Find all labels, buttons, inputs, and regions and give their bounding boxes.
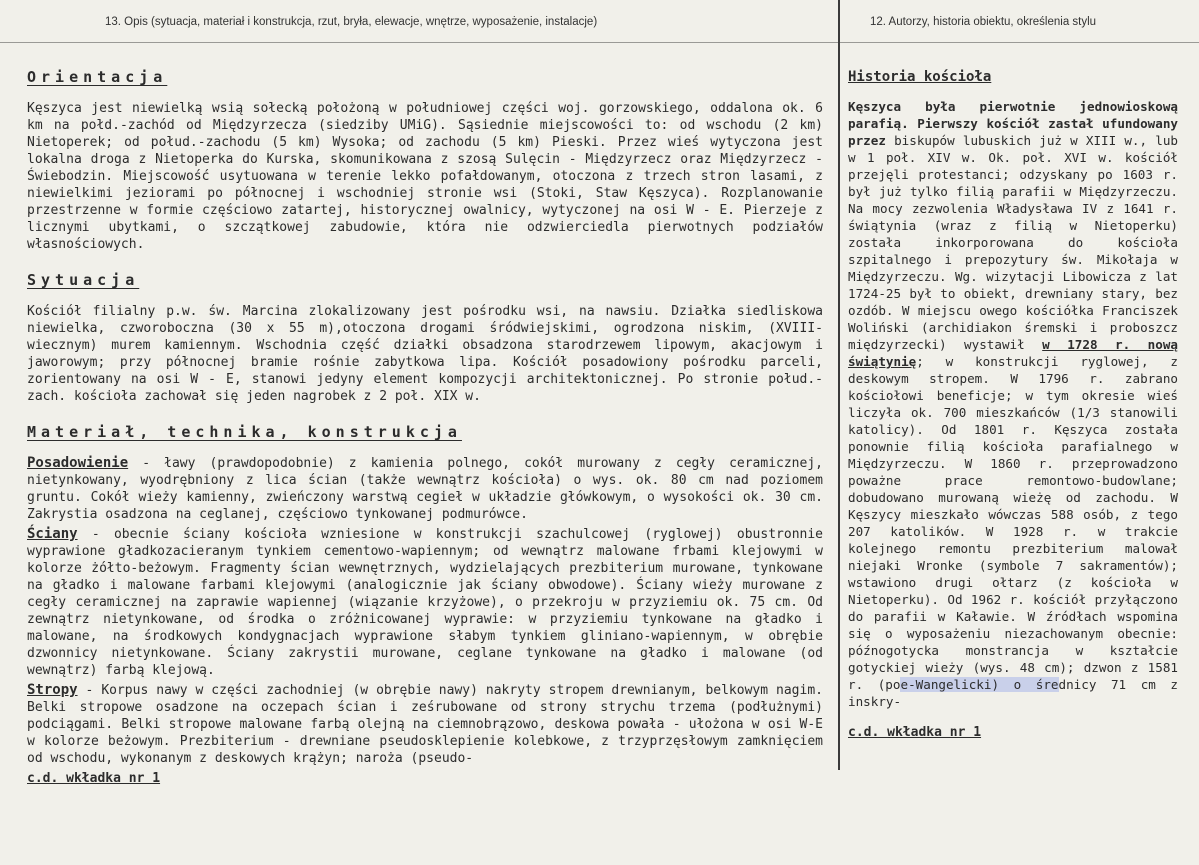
posadowienie-label: Posadowienie xyxy=(27,455,129,471)
left-column-header: 13. Opis (sytuacja, materiał i konstrukcja, rzut, bryła, elewacje, wnętrze, wyposażenie, instalacje) xyxy=(105,16,598,28)
posadowienie-paragraph xyxy=(27,455,823,523)
right-column-header: 12. Autorzy, historia obiektu, określenia stylu xyxy=(870,16,1097,28)
history-column xyxy=(848,68,1178,741)
column-divider xyxy=(838,0,840,770)
right-continuation-note: c.d. wkładka nr 1 xyxy=(848,725,982,740)
history-lead: Kęszyca była pierwotnie jednowioskową parafią. Pierwszy kościół zastał ufundowany przez xyxy=(848,99,1178,148)
orientacja-paragraph: Kęszyca jest niewielką wsią sołecką położoną w południowej części woj. gorzowskiego, oddalona ok. 6 km na połd.-zachód od Międzyrzecza (siedziby UMiG). Sąsiednie miejscowości to: od wschodu (2 km) Nietoperek; od połud.-zachodu (5 km) Wysoka; od zachodu (5 km) Pieski. Przez wieś wytyczona jest lokalna droga z Nietoperka do Kurska, skomunikowana z szosą Sulęcin - Międzyrzecz oraz Międzyrzecz - Świebodzin. Miejscowość usytuowana w terenie lekko pofałdowanym, otoczona z trzech stron lasami, z niewielkimi jeziorami po północnej i wschodniej stronie wsi (Stoki, Staw Kęszyca). Rozplanowanie przestrzenne w formie częściowo zatartej, historycznej owalnicy, wytyczonej na osi W - E. Pierzeje z licznymi ubytkami, o szczątkowej zabudowie, która nie odzwierciedla pierwotnych podziałów własnościowych. xyxy=(27,101,823,252)
section-title-material: Materiał, technika, konstrukcja xyxy=(27,423,462,441)
section-title-orientacja: Orientacja xyxy=(27,68,168,86)
left-continuation-note: c.d. wkładka nr 1 xyxy=(27,771,161,786)
stropy-paragraph xyxy=(27,682,823,767)
history-bold-date: w 1728 r. nową świątynię xyxy=(848,337,1178,369)
sciany-text: - obecnie ściany kościoła wzniesione w konstrukcji szachulcowej (ryglowej) obustronnie wyprawione gładkozacieranym tynkiem cementowo-wapiennym; od wewnątrz malowane frbami klejowymi w kolorze żółto-beżowym. Fragmenty ścian wewnętrznych, wydzielających prezbiterium murowane, tynkowane na gładko i malowane farbami klejowymi (analogicznie jak ściany obwodowe). Ściany wieży murowane z cegły ceramicznej na zaprawie wapiennej (wiązanie krzyżowe), o przekroju w przyziemiu ok. 75 cm. Od zewnątrz nietynkowane, od środka o zróżnicowanej wyprawie: w przyziemiu tynkowane na gładko i malowane, na środkowych kondygnacjach wyprawione słabym tynkiem gliniano-wapiennym, w obrębie dzwonnicy nietynkowane. Ściany zakrystii murowane, ceglane tynkowane na gładko i malowane (od wewnątrz) farbą klejową. xyxy=(27,527,823,678)
history-text-1: biskupów lubuskich już w XIII w., lub w 1 poł. XIV w. Ok. poł. XVI w. kościół przejęli protestanci; odzyskany po 1603 r. był już tylko filią parafii w Międzyrzeczu. Na mocy zezwolenia Władysława IV z 1641 r. świątynia (wraz z filią w Nietoperku) została inkorporowana do kościoła szpitalnego i prepozytury św. Mikołaja w Międzyrzeczu. Wg. wizytacji Libowicza z lat 1724-25 był to obiekt, drewniany stary, bez ozdób. W miejscu owego kościółka Franciszek Woliński (archidiakon śremski i proboszcz międzyrzecki) wystawił xyxy=(848,133,1178,352)
stropy-text: - Korpus nawy w części zachodniej (w obrębie nawy) nakryty stropem drewnianym, belkowym nagim. Belki stropowe osadzone na oczepach ścian i ześrubowane od strony strychu trzema (podłużnymi) podciągami. Belki stropowe malowane farbą olejną na ciemnobrązowo, deskowa powała - ułożona w osi W-E w kolorze beżowym. Prezbiterium - drewniane pseudosklepienie kolebkowe, z trzyprzęsłowym zamknięciem od wschodu, wykonanym z deskowych krążyn; naroża (pseudo- xyxy=(27,683,823,766)
posadowienie-text: - ławy (prawdopodobnie) z kamienia polnego, cokół murowany z cegły ceramicznej, nietynkowany, wyodrębniony z lica ścian (także wewnątrz kościoła) o wys. ok. 80 cm nad poziomem gruntu. Cokół wieży kamienny, zwieńczony warstwą cegieł w układzie główkowym, o wysokości ok. 30 cm. Zakrystia osadzona na ceglanej, częściowo tynkowanej podmurówce. xyxy=(27,456,823,522)
history-text-3: dnicy 71 cm z inskry- xyxy=(848,677,1178,709)
history-title: Historia kościoła xyxy=(848,69,992,85)
sytuacja-paragraph: Kościół filialny p.w. św. Marcina zlokalizowany jest pośrodku wsi, na nawsiu. Działka siedliskowa niewielka, czworoboczna (30 x 55 m),otoczona drogami śródwiejskimi, ogrodzona niskim, (XVIII-wiecznym) murem kamiennym. Wschodnia część działki obsadzona starodrzewem lipowym, akacjowym i jaworowym; przy północnej bramie rośnie zabytkowa lipa. Kościół posadowiony pośrodku parceli, zorientowany na osi W - E, stanowi jedyny element kompozycji architektonicznej. Po stronie połud.-zach. kościoła zachował się jeden nagrobek z 2 poł. XIX w. xyxy=(27,304,823,404)
description-column xyxy=(27,68,823,787)
stropy-label: Stropy xyxy=(27,682,78,698)
section-title-sytuacja: Sytuacja xyxy=(27,271,140,289)
history-highlight: e-Wangelicki) o śre xyxy=(900,677,1059,692)
sciany-paragraph xyxy=(27,526,823,679)
header-rule xyxy=(0,42,1199,43)
history-paragraph xyxy=(848,98,1178,710)
sciany-label: Ściany xyxy=(27,526,78,542)
history-text-2: ; w konstrukcji ryglowej, z deskowym stropem. W 1796 r. zabrano kościołowi beneficje; w tym okresie wieś liczyła ok. 700 mieszkańców (1/3 stanowili katolicy). Od 1801 r. Kęszyca została ponownie filią kościoła parafialnego w Międzyrzeczu. W 1860 r. przeprowadzono poważne prace remontowo-budowlane; dobudowano murowaną wieżę od zachodu. W Kęszycy mieszkało wówczas 588 osób, z tego 207 katolików. W 1928 r. w trakcie kolejnego remontu prezbiterium malował niejaki Wronke (symbole 7 sakramentów); wstawiono drugi ołtarz (z kościoła w Nietoperku). Od 1962 r. kościół przyłączono do parafii w Kaławie. W źródłach wspomina się o wyposażeniu niezachowanym obecnie: późnogotycka monstrancja w kształcie gotyckiej wieży (wys. 48 cm); dzwon z 1581 r. (po xyxy=(848,354,1178,692)
